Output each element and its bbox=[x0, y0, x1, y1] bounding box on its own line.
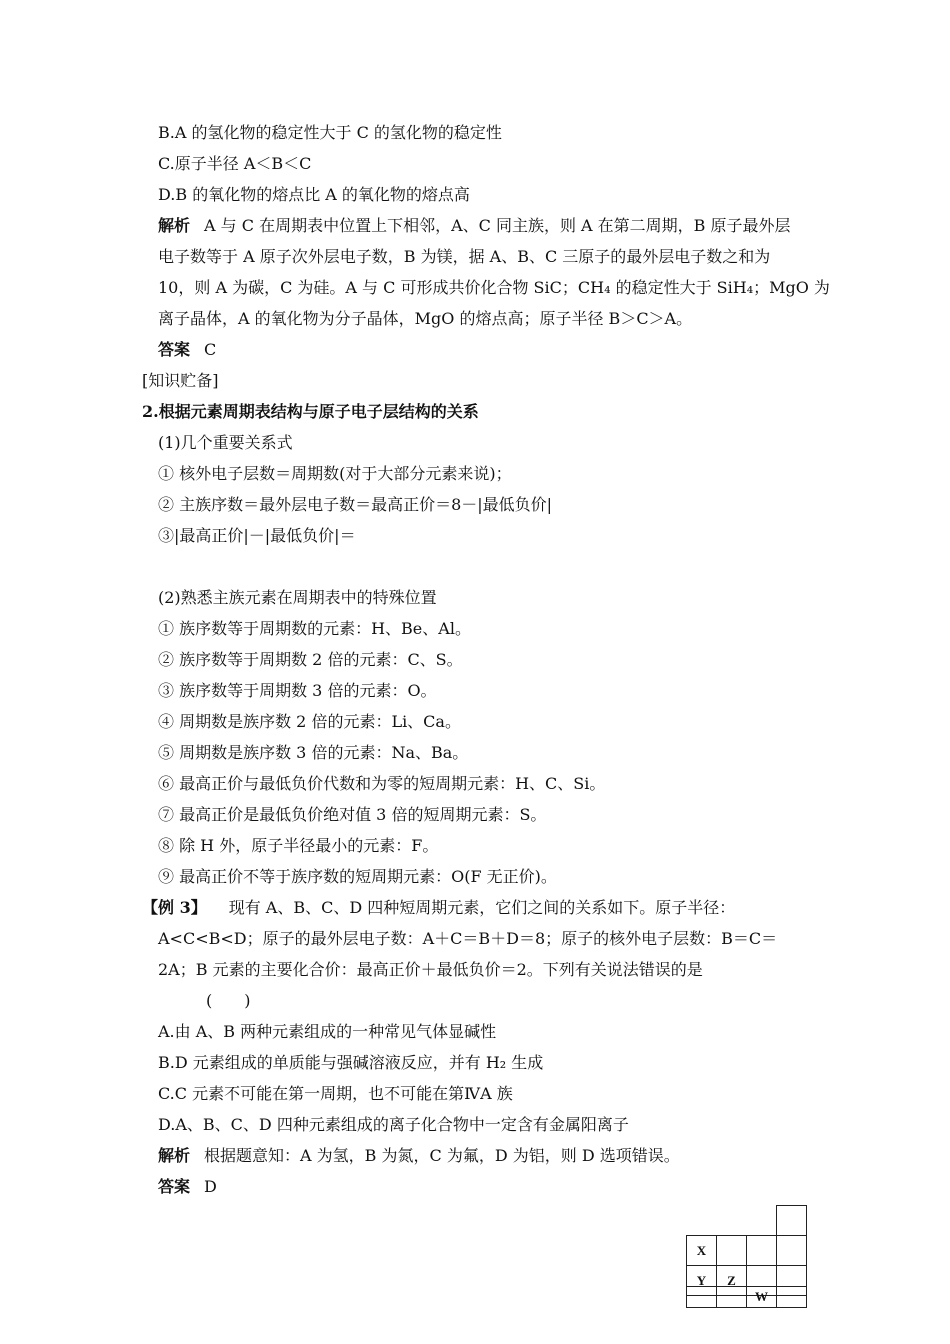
analysis-line-4: 离子晶体，A 的氧化物为分子晶体，MgO 的熔点高；原子半径 B＞C＞A。 bbox=[158, 309, 693, 328]
example3-label: 【例 3】 bbox=[142, 898, 207, 917]
example3-option-d: D.A、B、C、D 四种元素组成的离子化合物中一定含有金属阳离子 bbox=[158, 1115, 629, 1134]
example3-analysis bbox=[158, 1145, 680, 1167]
example3-analysis-text: 根据题意知：A 为氢，B 为氮，C 为氟，D 为铝，则 D 选项错误。 bbox=[204, 1146, 680, 1165]
answer-bracket: ( ) bbox=[206, 991, 251, 1010]
option-d: D.B 的氧化物的熔点比 A 的氧化物的熔点高 bbox=[158, 185, 470, 204]
example3-option-b: B.D 元素组成的单质能与强碱溶液反应，并有 H₂ 生成 bbox=[158, 1053, 544, 1072]
position-4: ④ 周期数是族序数 2 倍的元素：Li、Ca。 bbox=[158, 712, 461, 731]
analysis-line-1 bbox=[158, 215, 810, 237]
relation-3: ③|最高正价|－|最低负价|＝ bbox=[158, 526, 356, 545]
position-7: ⑦ 最高正价是最低负价绝对值 3 倍的短周期元素：S。 bbox=[158, 805, 547, 824]
position-9: ⑨ 最高正价不等于族序数的短周期元素：O(F 无正价)。 bbox=[158, 867, 557, 886]
answer-value: C bbox=[204, 340, 217, 359]
example3-option-c: C.C 元素不可能在第一周期，也不可能在第ⅣA 族 bbox=[158, 1084, 513, 1103]
periodic-grid bbox=[686, 1205, 807, 1306]
analysis-text-1: A 与 C 在周期表中位置上下相邻，A、C 同主族，则 A 在第二周期，B 原子最外层 bbox=[204, 216, 791, 235]
grid-cell bbox=[776, 1205, 807, 1236]
grid-cell bbox=[746, 1235, 777, 1266]
analysis-line-3: 10，则 A 为碳，C 为硅。A 与 C 可形成共价化合物 SiC；CH₄ 的稳定性大于 SiH₄；MgO 为 bbox=[158, 278, 830, 297]
example3-analysis-label: 解析 bbox=[158, 1146, 191, 1165]
grid-cell bbox=[716, 1235, 747, 1266]
grid-cell bbox=[686, 1286, 717, 1308]
example3-answer-value: D bbox=[204, 1177, 217, 1196]
position-1: ① 族序数等于周期数的元素：H、Be、Al。 bbox=[158, 619, 471, 638]
answer-line bbox=[158, 339, 216, 361]
grid-cell bbox=[776, 1286, 807, 1308]
example3-line-2: A<C<B<D；原子的最外层电子数：A＋C＝B＋D＝8；原子的核外电子层数：B＝C＝ bbox=[158, 929, 778, 948]
section-heading: 2.根据元素周期表结构与原子电子层结构的关系 bbox=[142, 402, 479, 421]
analysis-line-2: 电子数等于 A 原子次外层电子数，B 为镁，据 A、B、C 三原子的最外层电子数之和为 bbox=[158, 247, 771, 266]
analysis-label: 解析 bbox=[158, 216, 191, 235]
position-6: ⑥ 最高正价与最低负价代数和为零的短周期元素：H、C、Si。 bbox=[158, 774, 606, 793]
example3-text-1: 现有 A、B、C、D 四种短周期元素，它们之间的关系如下。原子半径： bbox=[228, 898, 736, 917]
relation-2: ② 主族序数＝最外层电子数＝最高正价＝8－|最低负价| bbox=[158, 495, 553, 514]
grid-cell bbox=[776, 1235, 807, 1266]
option-b: B.A 的氢化物的稳定性大于 C 的氢化物的稳定性 bbox=[158, 123, 502, 142]
example3-line-3: 2A；B 元素的主要化合价：最高正价＋最低负价＝2。下列有关说法错误的是 bbox=[158, 960, 703, 979]
example3-answer bbox=[158, 1176, 217, 1198]
grid-cell-y: Y bbox=[686, 1265, 717, 1296]
position-3: ③ 族序数等于周期数 3 倍的元素：O。 bbox=[158, 681, 437, 700]
position-5: ⑤ 周期数是族序数 3 倍的元素：Na、Ba。 bbox=[158, 743, 469, 762]
answer-label: 答案 bbox=[158, 340, 191, 359]
subheading-1: (1)几个重要关系式 bbox=[158, 433, 293, 452]
knowledge-tag: [知识贮备] bbox=[142, 371, 219, 390]
grid-cell-w: W bbox=[746, 1286, 777, 1308]
option-c: C.原子半径 A＜B＜C bbox=[158, 154, 312, 173]
position-8: ⑧ 除 H 外，原子半径最小的元素：F。 bbox=[158, 836, 439, 855]
grid-cell-z: Z bbox=[716, 1265, 747, 1296]
position-2: ② 族序数等于周期数 2 倍的元素：C、S。 bbox=[158, 650, 463, 669]
relation-1: ① 核外电子层数＝周期数(对于大部分元素来说)； bbox=[158, 464, 512, 483]
grid-cell bbox=[716, 1286, 747, 1308]
example3-line-1 bbox=[142, 897, 810, 919]
grid-cell-x: X bbox=[686, 1235, 717, 1266]
example3-option-a: A.由 A、B 两种元素组成的一种常见气体显碱性 bbox=[158, 1022, 497, 1041]
subheading-2: (2)熟悉主族元素在周期表中的特殊位置 bbox=[158, 588, 437, 607]
example3-answer-label: 答案 bbox=[158, 1177, 191, 1196]
